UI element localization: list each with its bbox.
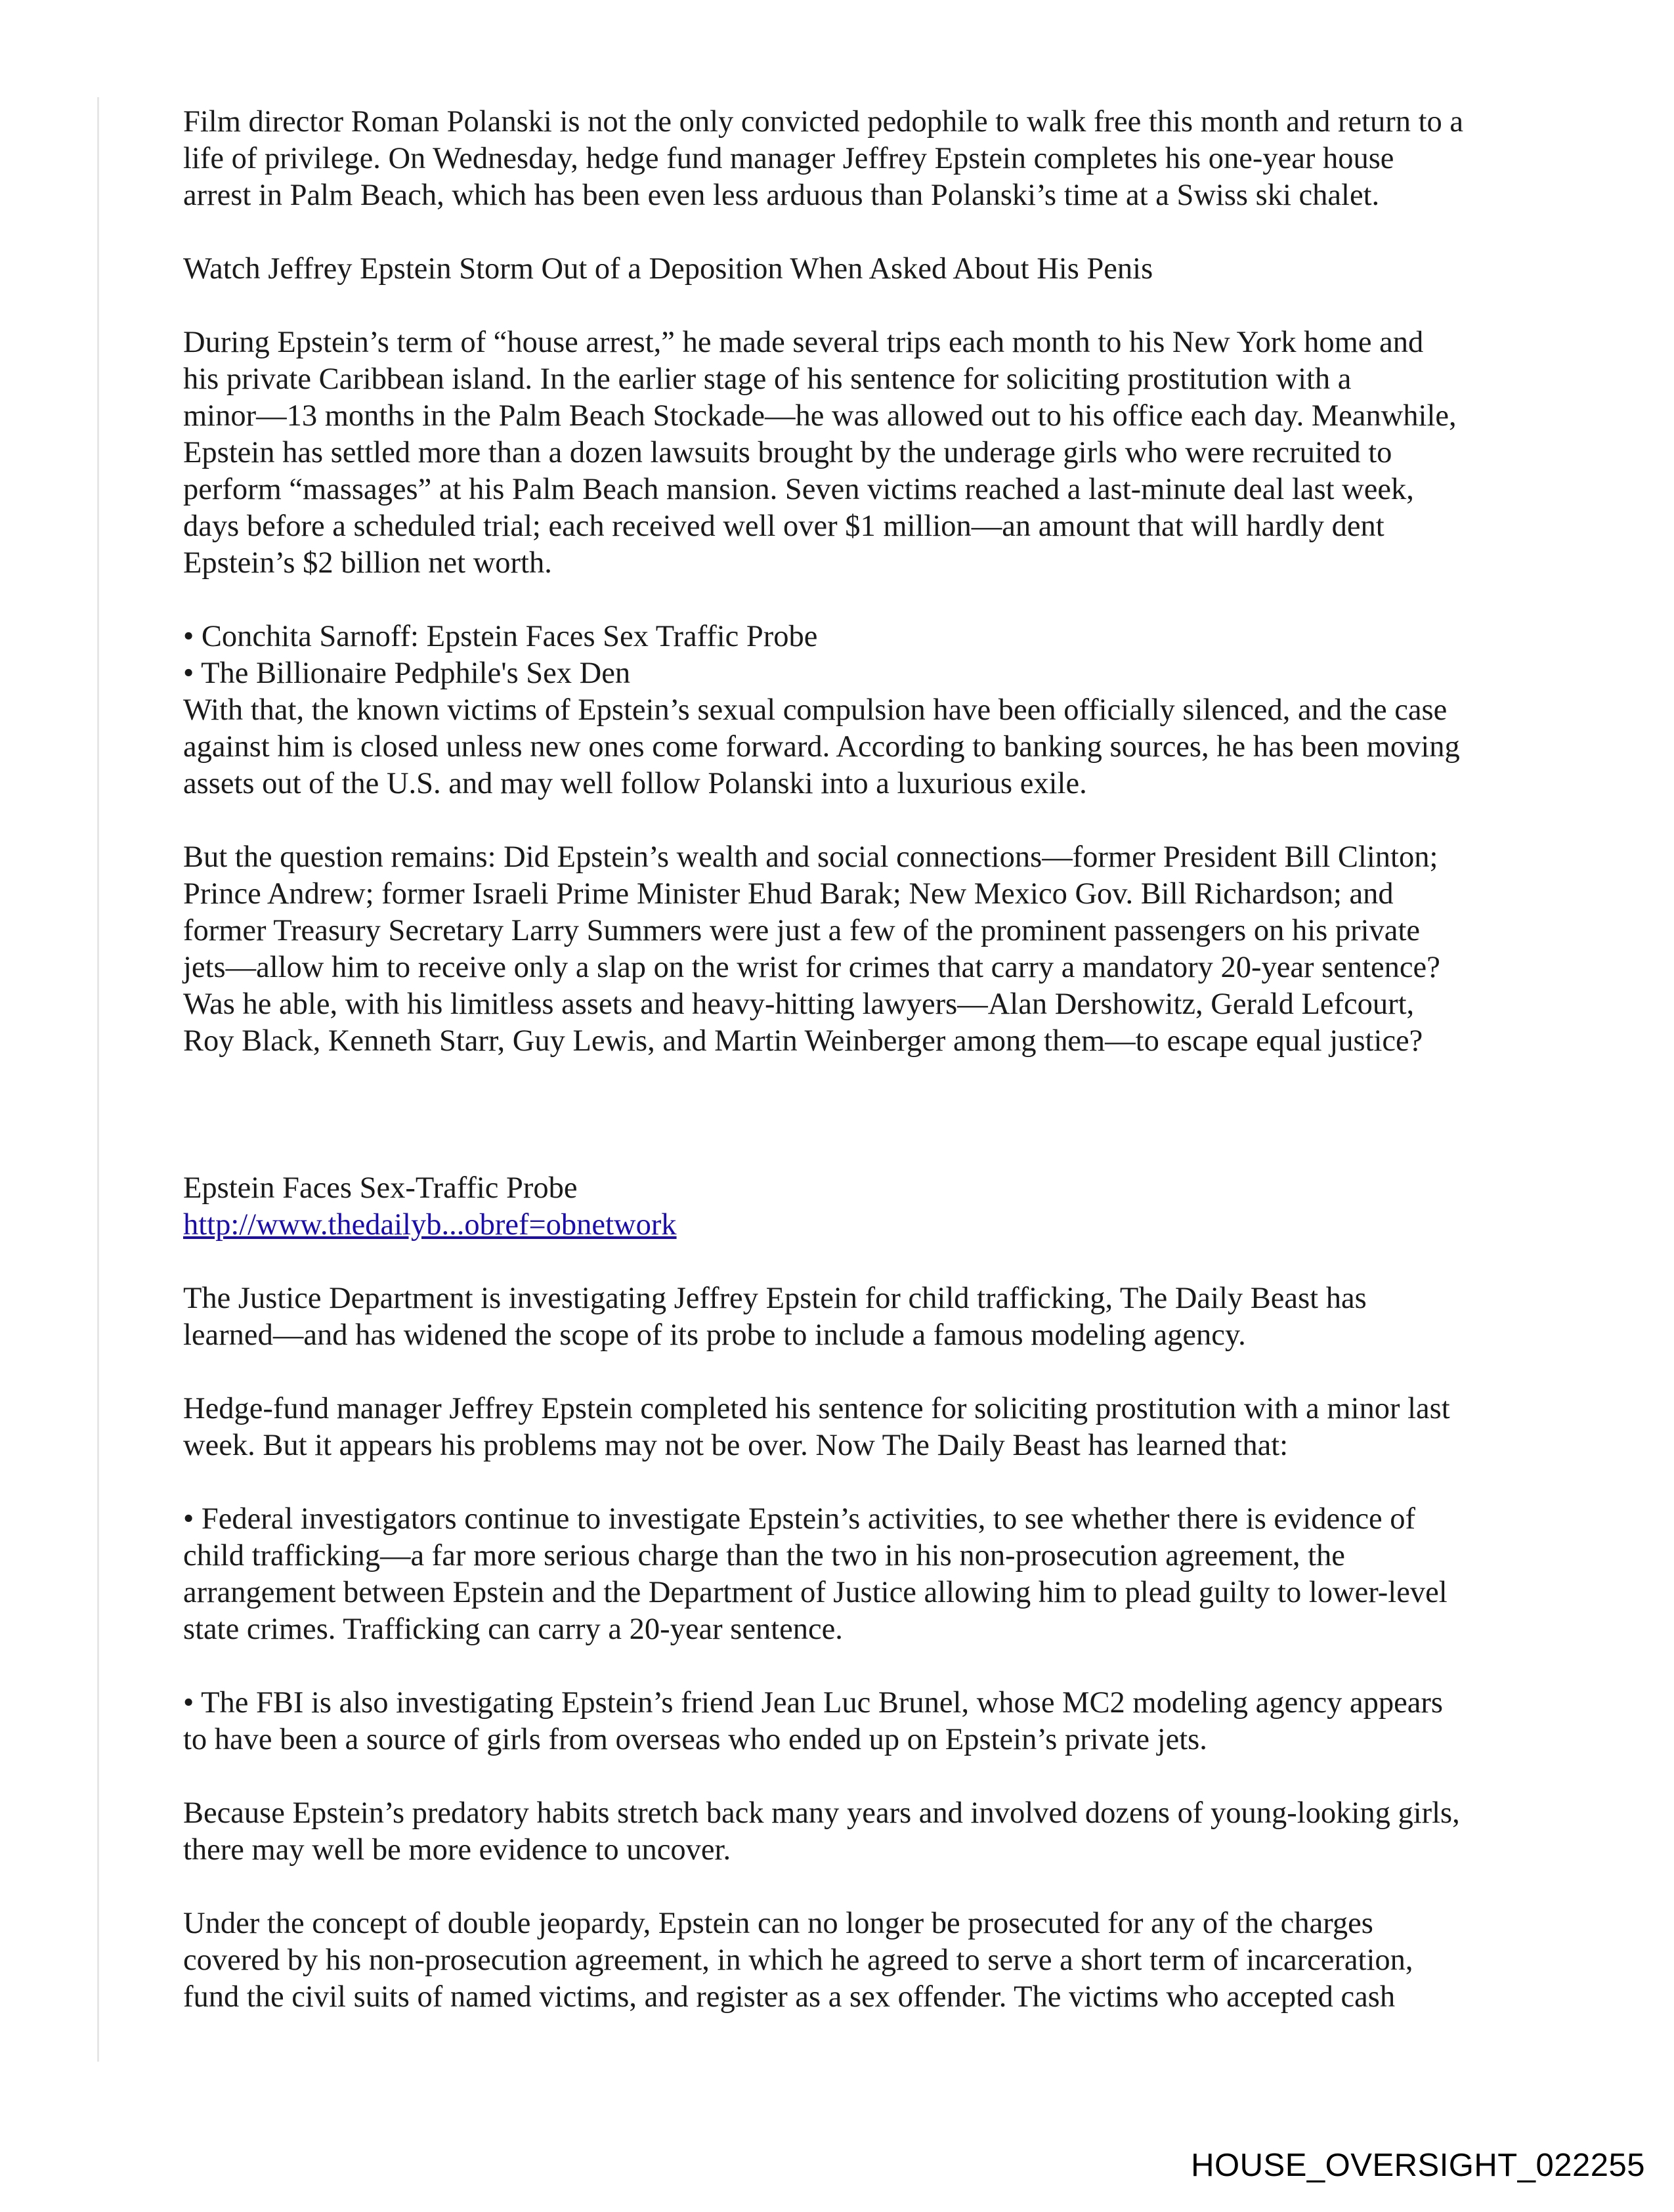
article1-paragraph-2 [183, 324, 1575, 582]
text-line: Was he able, with his limitless assets and heavy-hitting lawyers—Alan Dershowitz, Gerald Lefcourt, [183, 987, 1415, 1021]
article2-title: Epstein Faces Sex-Traffic Probe [183, 1171, 578, 1205]
text-line: • Federal investigators continue to investigate Epstein’s activities, to see whether there is evidence of [183, 1502, 1416, 1536]
article2-paragraph-3 [183, 1795, 1575, 1869]
text-line: his private Caribbean island. In the earlier stage of his sentence for soliciting prostitution with a [183, 362, 1352, 396]
text-line: Prince Andrew; former Israeli Prime Minister Ehud Barak; New Mexico Gov. Bill Richardson; and [183, 877, 1394, 911]
text-line: arrest in Palm Beach, which has been even less arduous than Polanski’s time at a Swiss ski chalet. [183, 179, 1380, 212]
document-body [183, 104, 1575, 2016]
article1-paragraph-4 [183, 839, 1575, 1060]
text-line: Under the concept of double jeopardy, Epstein can no longer be prosecuted for any of the charges [183, 1907, 1373, 1940]
text-line: arrangement between Epstein and the Department of Justice allowing him to plead guilty to lower-level [183, 1576, 1448, 1609]
text-line: life of privilege. On Wednesday, hedge fund manager Jeffrey Epstein completes his one-year house [183, 142, 1394, 175]
article1-intro-paragraph [183, 104, 1575, 214]
article2-bullet-2 [183, 1685, 1575, 1758]
text-line: week. But it appears his problems may not be over. Now The Daily Beast has learned that: [183, 1429, 1289, 1462]
article2-paragraph-2 [183, 1391, 1575, 1464]
text-line: Epstein’s $2 billion net worth. [183, 546, 552, 580]
related-headline [183, 251, 1575, 288]
bullet-item: • The Billionaire Pedphile's Sex Den [183, 657, 631, 690]
article2-source-link[interactable]: http://www.thedailyb...obref=obnetwork [183, 1208, 677, 1242]
text-line: former Treasury Secretary Larry Summers were just a few of the prominent passengers on his private [183, 914, 1420, 947]
text-line: Film director Roman Polanski is not the only convicted pedophile to walk free this month and return to a [183, 105, 1464, 139]
text-line: Because Epstein’s predatory habits stretch back many years and involved dozens of young-looking girls, [183, 1796, 1460, 1830]
text-line: Hedge-fund manager Jeffrey Epstein completed his sentence for soliciting prostitution with a minor last [183, 1392, 1450, 1425]
text-line: With that, the known victims of Epstein’s sexual compulsion have been officially silenced, and the case [183, 693, 1448, 727]
text-line: But the question remains: Did Epstein’s wealth and social connections—former President Bill Clinton; [183, 840, 1438, 874]
text-line: state crimes. Trafficking can carry a 20-year sentence. [183, 1613, 843, 1646]
text-line: fund the civil suits of named victims, and register as a sex offender. The victims who accepted cash [183, 1980, 1396, 2014]
text-line: perform “massages” at his Palm Beach mansion. Seven victims reached a last-minute deal last week, [183, 473, 1414, 506]
text-line: days before a scheduled trial; each received well over $1 million—an amount that will hardly dent [183, 510, 1384, 543]
left-margin-rule [97, 97, 99, 2062]
text-line: covered by his non-prosecution agreement, in which he agreed to serve a short term of incarceration, [183, 1943, 1413, 1977]
text-line: assets out of the U.S. and may well follow Polanski into a luxurious exile. [183, 767, 1087, 800]
bullet-item: • Conchita Sarnoff: Epstein Faces Sex Traffic Probe [183, 620, 818, 653]
text-line: The Justice Department is investigating Jeffrey Epstein for child trafficking, The Daily Beast has [183, 1282, 1367, 1315]
text-line: Epstein has settled more than a dozen lawsuits brought by the underage girls who were recruited to [183, 436, 1392, 469]
article2-paragraph-4 [183, 1905, 1575, 2016]
section-spacer [183, 1060, 1575, 1170]
text-line: minor—13 months in the Palm Beach Stockade—he was allowed out to his office each day. Meanwhile, [183, 399, 1457, 433]
text-line: there may well be more evidence to uncover. [183, 1833, 731, 1867]
article1-bullets-and-paragraph-3 [183, 618, 1575, 802]
article2-bullet-1 [183, 1501, 1575, 1648]
text-line: Roy Black, Kenneth Starr, Guy Lewis, and Martin Weinberger among them—to escape equal justice? [183, 1024, 1423, 1058]
bates-stamp: HOUSE_OVERSIGHT_022255 [1191, 2148, 1645, 2183]
text-line: against him is closed unless new ones come forward. According to banking sources, he has been moving [183, 730, 1460, 764]
text-line: During Epstein’s term of “house arrest,” he made several trips each month to his New York home and [183, 326, 1424, 359]
text-line: learned—and has widened the scope of its probe to include a famous modeling agency. [183, 1318, 1246, 1352]
text-line: to have been a source of girls from overseas who ended up on Epstein’s private jets. [183, 1723, 1207, 1756]
text-line: child trafficking—a far more serious charge than the two in his non-prosecution agreement, the [183, 1539, 1345, 1572]
text-line: • The FBI is also investigating Epstein’s friend Jean Luc Brunel, whose MC2 modeling agency appears [183, 1686, 1443, 1720]
article2-header [183, 1170, 1575, 1244]
text-line: jets—allow him to receive only a slap on the wrist for crimes that carry a mandatory 20-year sentence? [183, 951, 1440, 984]
text-line: Watch Jeffrey Epstein Storm Out of a Deposition When Asked About His Penis [183, 252, 1153, 286]
article2-paragraph-1 [183, 1280, 1575, 1354]
